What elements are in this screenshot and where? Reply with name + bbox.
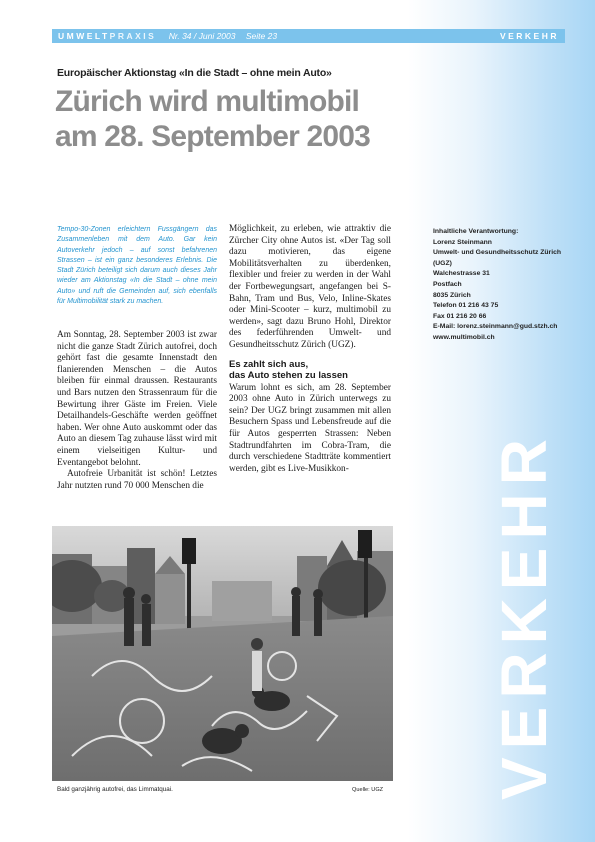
street-photo: [52, 526, 393, 781]
contact-name: Lorenz Steinmann: [433, 238, 492, 246]
issue-number: Nr. 34 / Juni 2003: [168, 31, 236, 41]
body-column-1: [57, 330, 217, 492]
contact-street: Walchestrasse 31: [433, 270, 490, 278]
contact-email: E-Mail: lorenz.steinmann@gud.stzh.ch: [433, 323, 558, 331]
contact-phone: Telefon 01 216 43 75: [433, 302, 499, 310]
contact-city: 8035 Zürich: [433, 291, 471, 299]
section-label: VERKEHR: [499, 31, 559, 41]
photo-caption: Bald ganzjährig autofrei, das Limmatquai.: [57, 786, 173, 793]
subhead-line-1: Es zahlt sich aus,: [229, 358, 309, 370]
street-photo-illustration: [52, 526, 393, 781]
article-headline: [55, 84, 415, 154]
brand-umwelt: UMWELT: [58, 31, 110, 41]
section-subhead: [229, 359, 391, 382]
body-column-2: [229, 224, 391, 475]
contact-org: Umwelt- und Gesundheitsschutz Zürich: [433, 249, 562, 257]
section-vertical-title: VERKEHR: [488, 431, 560, 800]
brand-praxis: PRAXIS: [109, 31, 157, 41]
contact-heading: Inhaltliche Verantwortung:: [433, 228, 519, 235]
body-paragraph: Möglichkeit, zu erleben, wie attraktiv die Zürcher City ohne Autos ist. «Der Tag soll dazu motivieren, das eigene Mobilitätsverhalten zu überdenken, flexibler und freier zu werden in der Wahl der Fortbewegungsart, angefangen bei S-Bahn, Tram und Bus, Velo, Inline-Skates oder Mini-Scooter – kurz, multimobil zu werden», sagt dazu Bruno Hohl, Direktor des federführenden Umwelt- und Gesundheitsschutz Zürich (UGZ).: [229, 224, 391, 350]
contact-website: www.multimobil.ch: [433, 333, 495, 341]
article-kicker: Europäischer Aktionstag «In die Stadt – ohne mein Auto»: [57, 67, 332, 79]
headline-line-2: am 28. September 2003: [55, 120, 371, 153]
article-lead: Tempo-30-Zonen erleichtern Fussgängern das Zusammenleben mit dem Auto. Gar kein Autoverkehr jedoch – auf sonst befahrenen Strassen – ist ein ganz besonderes Erlebnis. Die Stadt Zürich beteiligt sich darum auch dieses Jahr wieder am Aktionstag «In die Stadt – ohne mein Auto» und ruft die Gemeinden auf, sich ebenfalls für Multimobilität stark zu machen.: [57, 226, 217, 306]
header-bar: [52, 29, 565, 43]
header-left: [58, 29, 277, 43]
subhead-line-2: das Auto stehen zu lassen: [229, 370, 348, 382]
page-number: Seite 23: [245, 31, 278, 41]
body-paragraph: Autofreie Urbanität ist schön! Letztes Jahr nutzten rund 70 000 Menschen die: [57, 469, 217, 491]
body-paragraph: Warum lohnt es sich, am 28. September 2003 ohne Auto in Zürich unterwegs zu sein? Der UGZ bringt zusammen mit allen Besuchern Spass und Lebensfreude auf die für Autos gesperrten Strassen: Neben Stadtrundfahrten im Cobra-Tram, die durch verschiedene Stadtträte kommentiert werden, gibt es Live-Musikkon-: [229, 382, 391, 474]
photo-source: Quelle: UGZ: [352, 787, 384, 793]
headline-line-1: Zürich wird multimobil: [55, 85, 360, 118]
contact-fax: Fax 01 216 20 66: [433, 312, 487, 320]
contact-org-abbr: (UGZ): [433, 259, 452, 267]
body-paragraph: Am Sonntag, 28. September 2003 ist zwar nicht die ganze Stadt Zürich autofrei, doch gehört fast die gesamte Innenstadt den flanierenden Menschen – die Autos bleiben für einmal draussen. Restaurants und Bars nutzen den Strassenraum für die Bewirtung ihrer Gäste im Freien. Viele Detailhandels-Geschäfte werden geöffnet haben. Wer ohne Auto auskommt oder das Auto an diesem Tag zuhause lässt wird mit einem vielseitigen Kultur- und Eventangebot belohnt.: [57, 330, 217, 468]
contact-box: [433, 227, 593, 344]
contact-pobox: Postfach: [433, 280, 462, 288]
